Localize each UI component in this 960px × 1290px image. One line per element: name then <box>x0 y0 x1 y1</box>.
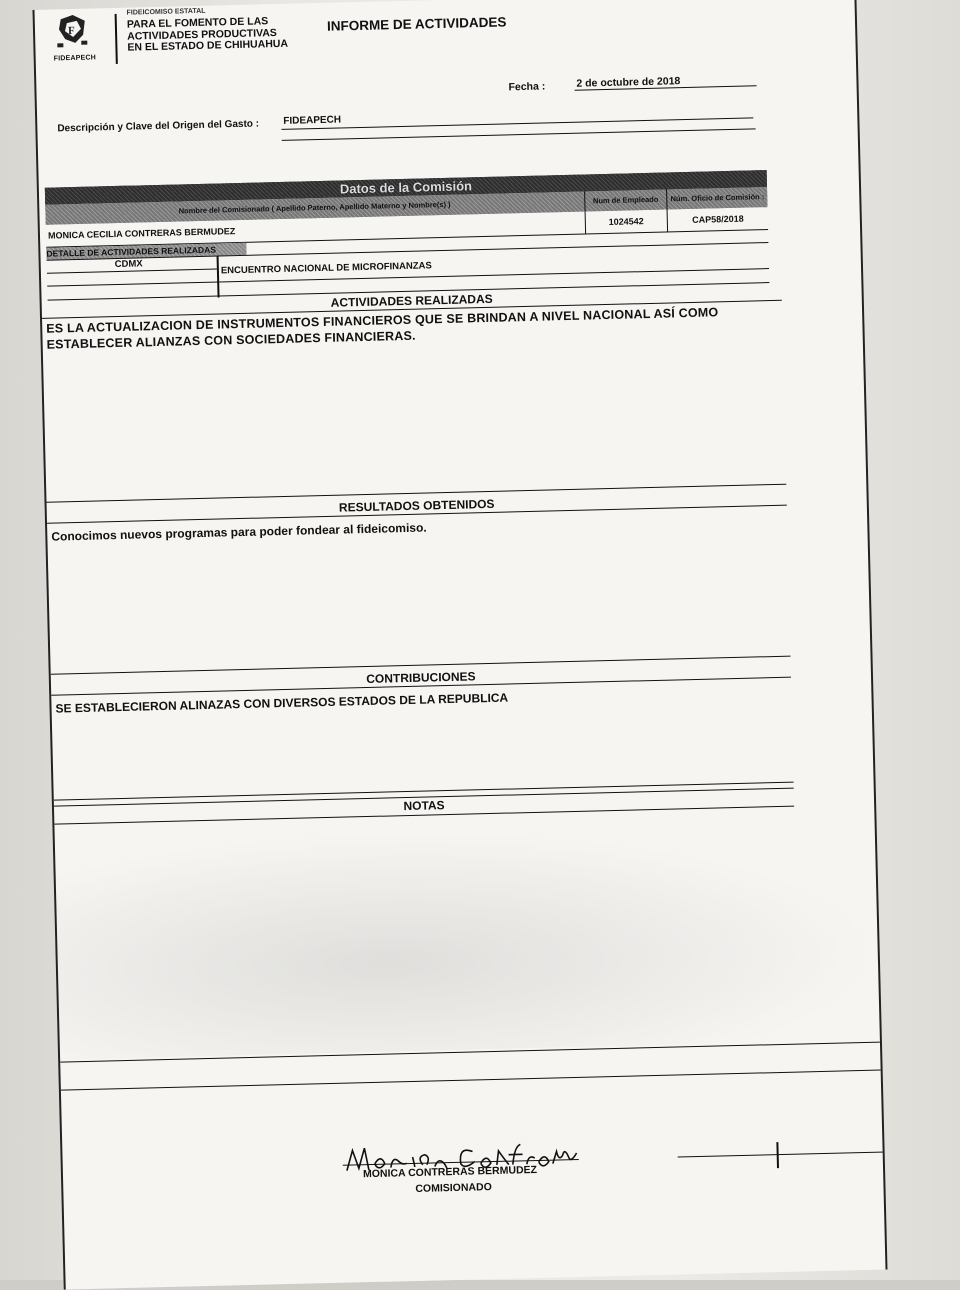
detalle-label: DETALLE DE ACTIVIDADES REALIZADAS <box>46 243 246 260</box>
detalle-lugar: CDMX <box>114 258 143 271</box>
org-line-3: EN EL ESTADO DE CHIHUAHUA <box>127 37 289 54</box>
second-signature-mark <box>776 1142 778 1168</box>
logo-icon <box>53 12 94 53</box>
org-top-line: FIDEICOMISO ESTATAL <box>126 7 206 17</box>
col-header-nombre: Nombre del Comisionado ( Apellido Paterno, Apellido Materno y Nombre(s) ) <box>45 192 585 225</box>
numero-oficio: CAP58/2018 <box>692 213 744 225</box>
detalle-divider <box>217 256 220 298</box>
second-signature-line <box>678 1151 888 1157</box>
signatory-role: COMISIONADO <box>415 1181 492 1195</box>
signatory-name: MONICA CONTRERAS BERMUDEZ <box>362 1163 538 1181</box>
actividades-title: ACTIVIDADES REALIZADAS <box>330 291 493 310</box>
contribuciones-text: SE ESTABLECIERON ALINAZAS CON DIVERSOS ESTADOS DE LA REPUBLICA <box>55 690 509 716</box>
signature-area-rule <box>61 1070 881 1091</box>
col-header-empleado: Num de Empleado <box>585 190 668 212</box>
notas-title: NOTAS <box>403 798 445 814</box>
numero-empleado: 1024542 <box>585 210 668 234</box>
comisionado-nombre: MONICA CECILIA CONTRERAS BERMUDEZ <box>46 212 586 247</box>
contribuciones-title: CONTRIBUCIONES <box>366 669 476 687</box>
organization-name <box>127 15 318 54</box>
logo-caption: FIDEAPECH <box>53 54 97 63</box>
svg-text:F: F <box>67 24 75 38</box>
fideapech-logo <box>53 12 110 67</box>
document-page <box>32 0 887 1290</box>
col-header-oficio: Núm. Oficio de Comisión : <box>670 192 765 204</box>
scan-shadow <box>55 820 880 1060</box>
fecha-value: 2 de octubre de 2018 <box>574 73 756 90</box>
origen-value: FIDEAPECH <box>281 104 753 130</box>
actividades-text: ES LA ACTUALIZACION DE INSTRUMENTOS FINANCIEROS QUE SE BRINDAN A NIVEL NACIONAL ASÍ COMO ESTABLECER ALIANZAS CON SOCIEDADES FINANCIERAS. <box>46 305 719 352</box>
document-title: INFORME DE ACTIVIDADES <box>326 14 507 34</box>
detalle-evento: ENCUENTRO NACIONAL DE MICROFINANZAS <box>220 260 432 277</box>
origen-label: Descripción y Clave del Origen del Gasto : <box>57 118 260 135</box>
org-line-2: ACTIVIDADES PRODUCTIVAS <box>127 26 277 43</box>
origen-extra-line <box>282 128 756 141</box>
comision-section-title: Datos de la Comisión <box>45 170 767 205</box>
resultados-title: RESULTADOS OBTENIDOS <box>338 496 495 515</box>
header-divider <box>115 14 118 64</box>
fecha-label: Fecha : <box>508 80 546 94</box>
resultados-text: Conocimos nuevos programas para poder fondear al fideicomiso. <box>51 520 427 544</box>
org-line-1: PARA EL FOMENTO DE LAS <box>126 15 269 31</box>
